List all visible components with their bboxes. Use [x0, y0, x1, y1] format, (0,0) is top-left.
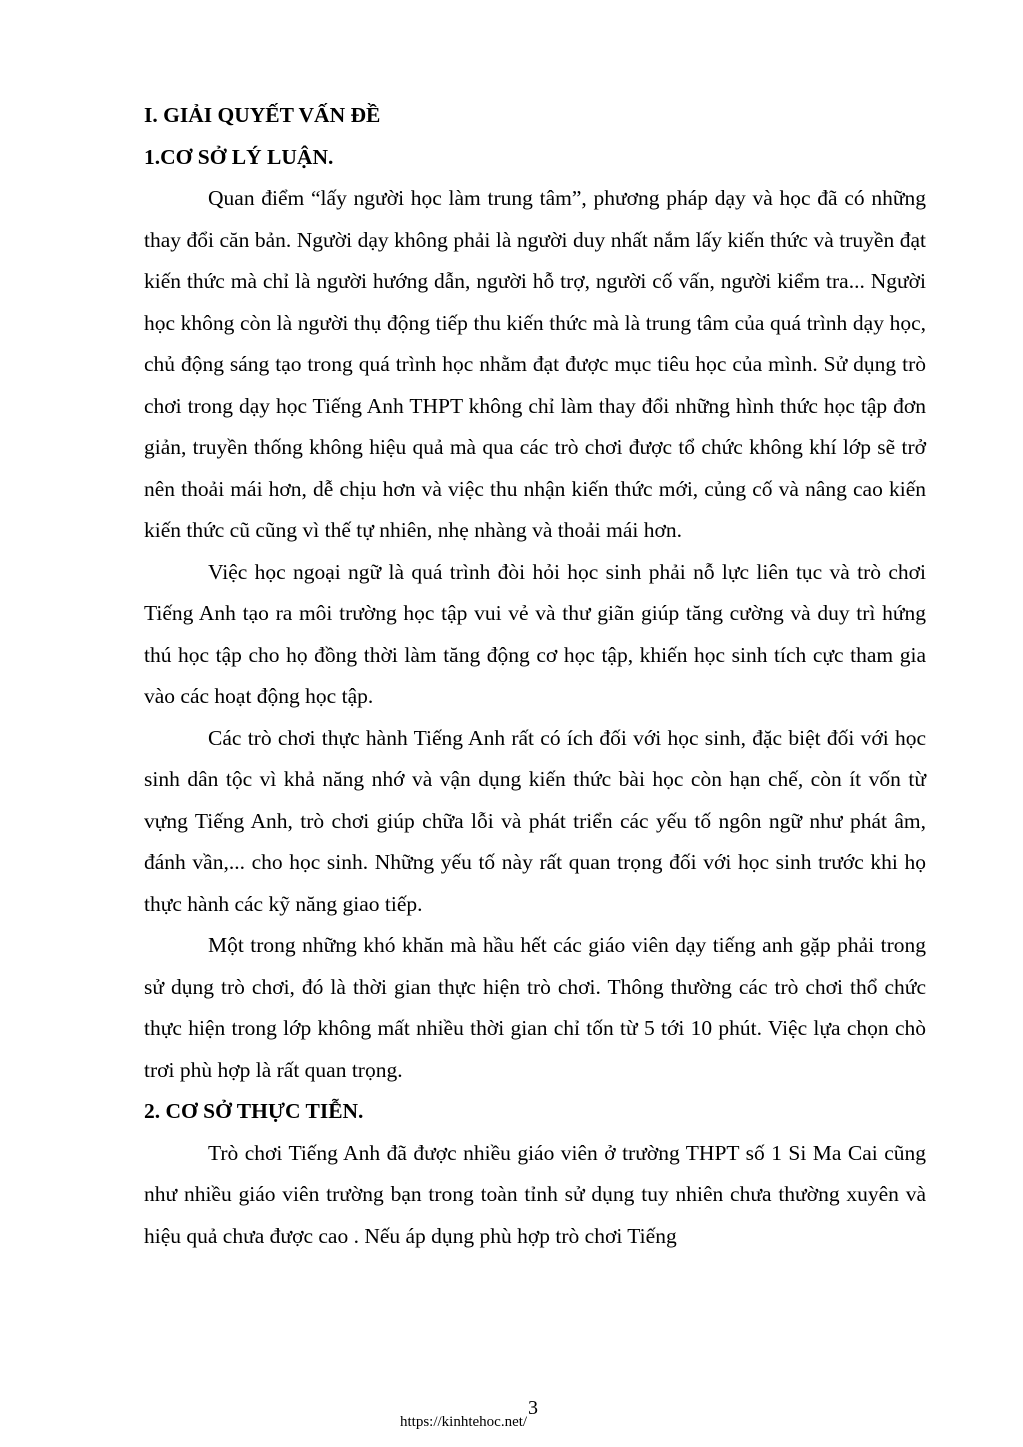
section-2-title: 2. CƠ SỞ THỰC TIỄN. — [144, 1099, 364, 1123]
main-heading: I. GIẢI QUYẾT VẤN ĐỀ — [144, 103, 381, 127]
page-number: 3 — [528, 1397, 538, 1419]
section-1-paragraph-2: Việc học ngoại ngữ là quá trình đòi hỏi học sinh phải nỗ lực liên tục và trò chơi Tiếng Anh tạo ra môi trường học tập vui vẻ và thư giãn giúp tăng cường và duy trì hứng thú học tập cho họ đồng thời làm tăng động cơ học tập, khiến học sinh tích cực tham gia vào các hoạt động học tập. — [144, 559, 926, 708]
section-1-paragraph-3: Các trò chơi thực hành Tiếng Anh rất có ích đối với học sinh, đặc biệt đối với học sinh dân tộc vì khả năng nhớ và vận dụng kiến thức bài học còn hạn chế, còn ít vốn từ vựng Tiếng Anh, trò chơi giúp chữa lỗi và phát triển các yếu tố ngôn ngữ như phát âm, đánh vần,... cho học sinh. Những yếu tố này rất quan trọng đối với học sinh trước khi họ thực hành các kỹ năng giao tiếp. — [144, 725, 926, 916]
footer-url[interactable]: https://kinhtehoc.net/ — [400, 1414, 528, 1430]
section-1-title: 1.CƠ SỞ LÝ LUẬN. — [144, 144, 334, 169]
section-1-paragraph-1: Quan điểm “lấy người học làm trung tâm”, phương pháp dạy và học đã có những thay đổi căn bản. Người dạy không phải là người duy nhất nắm lấy kiến thức và truyền đạt kiến thức mà chỉ là người hướng dẫn, người hỗ trợ, người cố vấn, người kiểm tra... Người học không còn là người thụ động tiếp thu kiến thức mà là trung tâm của quá trình dạy học, chủ động sáng tạo trong quá trình học nhằm đạt được mục tiêu học của mình. Sử dụng trò chơi trong dạy học Tiếng Anh THPT không chỉ làm thay đổi những hình thức học tập đơn giản, truyền thống không hiệu quả mà qua các trò chơi được tổ chức không khí lớp sẽ trở nên thoải mái hơn, dễ chịu hơn và việc thu nhận kiến thức mới, củng cố và nâng cao kiến kiến thức cũ cũng vì thế tự nhiên, nhẹ nhàng và thoải mái hơn. — [144, 186, 926, 542]
document-body — [144, 95, 926, 1257]
section-1-paragraph-4: Một trong những khó khăn mà hầu hết các giáo viên dạy tiếng anh gặp phải trong sử dụng trò chơi, đó là thời gian thực hiện trò chơi. Thông thường các trò chơi thổ chức thực hiện trong lớp không mất nhiều thời gian chỉ tốn từ 5 tới 10 phút. Việc lựa chọn chò trơi phù hợp là rất quan trọng. — [144, 933, 926, 1082]
section-2-paragraph-1: Trò chơi Tiếng Anh đã được nhiều giáo viên ở trường THPT số 1 Si Ma Cai cũng như nhiều giáo viên trường bạn trong toàn tỉnh sử dụng tuy nhiên chưa thường xuyên và hiệu quả chưa được cao . Nếu áp dụng phù hợp trò chơi Tiếng — [144, 1140, 926, 1248]
